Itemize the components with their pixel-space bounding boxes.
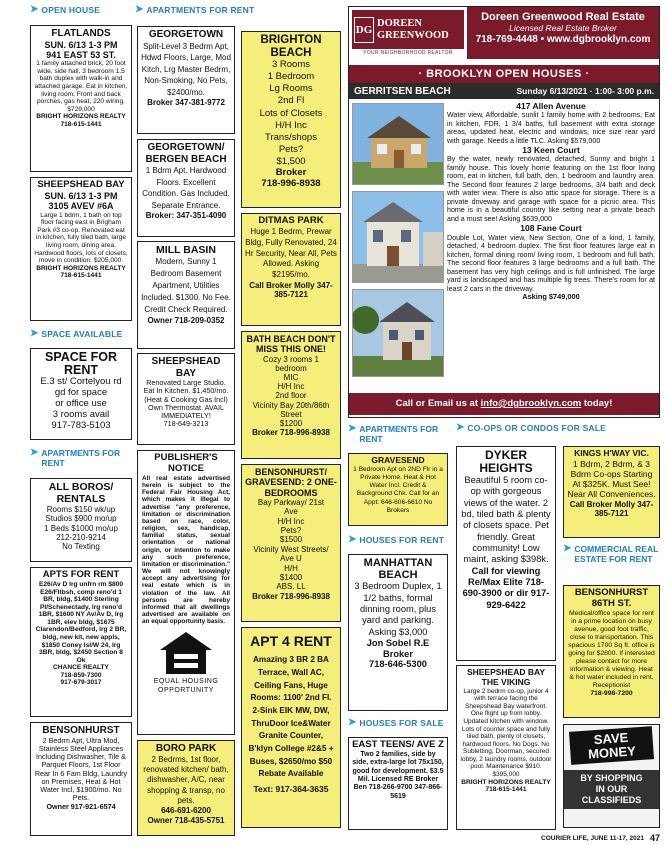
bensonhurst-gravesend-ad: BENSONHURST/ GRAVESEND: 2 ONE-BEDROOMS Bay Parkway/ 21st Ave H/H Inc Pets? $1500 Vicinity West Streets/ Ave U H/H $1400 ABS. LL Broker 718-996-8938: [241, 464, 341, 622]
page-number: 47: [649, 833, 660, 843]
gravesend-ad: GRAVESEND 1 Bedroom Apt on 2ND Flr in a Private Home. Heat & Hot Water Incl. Credit & Background Chk. Call for an Appt: 646-606-6610 No Brokers: [348, 453, 448, 526]
doreen-greenwood-logo: DG DOREEN GREENWOOD YOUR NEIGHBORHOOD REALTOR: [349, 7, 467, 59]
sheepshead-bay-open-house-ad: SHEEPSHEAD BAY SUN. 6/13 1-3 PM 3105 AVEV #6A Large 1 bdrm, 1 bath on top floor facing east in Brigham Park #3 co-op. Renovated eat in kitchen, fully tiled bath, large living room, dining area. Hardwood floors, lots of closets, move in condition. $205,000. BRIGHT HORIZONS REALTY 718-615-1441: [30, 177, 132, 321]
header-apartments-for-rent: ➤ APARTMENTS FOR RENT: [135, 4, 255, 15]
arrow-icon: ➤: [135, 4, 144, 15]
arrow-icon: ➤: [30, 328, 39, 339]
apt-4-rent-ad: APT 4 RENT Amazing 3 BR 2 BA Terrace, Wall AC, Ceiling Fans, Huge Rooms: 1100' 2nd Fl. 2-Sink EIK MW, DW, ThruDoor Ice&Water Granite Counter, B'klyn College #2&5 + Buses, $2650/mo $50 Rebate Available Text: 917-364-3635: [241, 627, 341, 828]
house-photo-allen-ave: [352, 103, 444, 185]
header-space-available: ➤ SPACE AVAILABLE: [30, 328, 123, 339]
header-houses-for-rent: ➤ HOUSES FOR RENT: [348, 534, 445, 545]
header-commercial: ➤ COMMERCIAL REAL ESTATE FOR RENT: [563, 543, 659, 564]
arrow-icon: ➤: [30, 4, 39, 15]
east-teens-ave-z-ad: EAST TEENS/ AVE Z Two 2 families, side by side, extra-large lot 75x150, good for development. $3.5 Mil. Licensed RE Broker Ben 718-266-9700 347-866-5619: [348, 737, 448, 830]
boro-park-ad: BORO PARK 2 Bedrms, 1st floor, renovated kitchen/ bath, dishwasher, A/C, near shopping & transp, no pets. 646-691-6200 Owner 718-435-5751: [137, 740, 235, 836]
georgetown-bergen-beach-ad: GEORGETOWN/ BERGEN BEACH 1 Bdrm Apt. Hardwood Floors. Excellent Condition. Gas Included. Separate Entrance. Broker: 347-351-4090: [137, 139, 235, 237]
all-boros-rentals-ad: ALL BOROS/ RENTALS Rooms $150 wk/up Studios $900 mo/up 1 Beds $1000 mo/up 212-210-9214 No Texting: [30, 478, 132, 562]
bensonhurst-86th-ad: BENSONHURST 86TH ST. Medical/office space for rent in a prime location on busy avenue, good foot traffic, close to transportation. This spacious 1700 Sq ft. office is going for $2800. If interested please contact for more information & viewing. Heat & hot water included in rent. Receptionist 718-998-7200: [563, 585, 660, 718]
house-photo-fane-court: [352, 289, 444, 377]
arrow-icon: ➤: [348, 534, 357, 545]
arrow-icon: ➤: [30, 447, 39, 458]
mill-basin-ad: MILL BASIN Modern, Sunny 1 Bedroom Basement Apartment, Utilities Included. $1300. No Fee. Credit Check Required. Owner 718-209-0352: [137, 241, 235, 349]
bath-beach-ad: BATH BEACH DON'T MISS THIS ONE! Cozy 3 rooms 1 bedroom MIC H/H Inc 2nd floor Vicinity Bay 20th/86th Street $1200 Broker 718-996-8938: [241, 331, 341, 459]
dyker-heights-ad: DYKER HEIGHTS Beautiful 5 room co-op with gorgeous views of the water. 2 bd, tiled bath & plenty of closets space. Pet friendly. Great community! Low maint, asking $398k. Call for viewing Re/Max Elite 718-690-3900 or dir 917-929-6422: [456, 446, 556, 661]
area-date-bar: GERRITSEN BEACH Sunday 6/13/2021 · 1:00- 3:00 p.m.: [349, 83, 659, 99]
house-photo-keen-court: [352, 191, 444, 283]
manhattan-beach-ad: MANHATTAN BEACH 3 Bedroom Duplex, 1 1/2 baths, formal dinning room, plus yard and parking. Asking $3,000 Jon Sobel R.E Broker 718-646-5300: [348, 554, 448, 711]
arrow-icon: ➤: [348, 717, 357, 728]
brooklyn-open-houses-banner: · BROOKLYN OPEN HOUSES ·: [349, 65, 659, 83]
publishers-notice: PUBLISHER'S NOTICE All real estate advertised herein is subject to the Federal Fair Housing Act, which makes it illegal to advertise "any preference, limitation or discrimination based on race, color, religion, sex, handicap, familial status, sexual orientation or national origin, or intention to make any such preference, limitation or discrimination." We will not knowingly accept any advertising for real estate which is in violation of the law. All persons are hereby informed that all dwellings advertised are available on an equal opportunity basis. EQUAL HOUSING OPPORTUNITY: [137, 450, 235, 735]
arrow-icon: ➤: [348, 423, 357, 434]
header-open-house: ➤ OPEN HOUSE: [30, 4, 101, 15]
sheepshead-bay-studio-ad: SHEEPSHEAD BAY Renovated Large Studio. Eat In Kitchen. $1,450/mo. (Heat & Cooking Gas Incl) Own Thermostat. AVAIL IMMEDIATELY! 718-649-3213: [137, 353, 235, 445]
space-for-rent-ad: SPACE FOR RENT E.3 st/ Cortelyou rd gd for space or office use 3 rooms avail 917-783-5103: [30, 348, 132, 440]
bensonhurst-rent-ad: BENSONHURST 2 Bedrm Apt, Ultra Mod, Stainless Steel Appliances Including Dishwasher, Tile & Parquet Floors, 1st Floor Rear In 6 Fam Bldg, Laundry on Premises, Heat & Hot Water Incl, $1900/mo. No Pets. Owner 917-921-6574: [30, 722, 132, 836]
header-apartments-for-rent-left: ➤ APARTMENTS FOR RENT: [30, 447, 121, 468]
header-coops-condos: ➤ CO-OPS OR CONDOS FOR SALE: [456, 422, 607, 433]
brighton-beach-ad: BRIGHTON BEACH 3 Rooms 1 Bedroom Lg Rooms 2nd Fl Lots of Closets H/H Inc Trans/shops Pets? $1,500 Broker 718-996-8938: [241, 31, 341, 208]
doreen-greenwood-ad: DG DOREEN GREENWOOD YOUR NEIGHBORHOOD REALTOR Doreen Greenwood Real Estate Licensed Real Estate Broker 718-769-4448 • www.dgbrooklyn.com · BROOKLYN OPEN HOUSES · GERRITSEN BEACH Sunday 6/13/2021 · 1:00- 3:00 p.m. 417 Allen Avenue Water view, Affordable, sunlit 1 family home with 2 bedrooms, Eat in kitchen, FDR, 1 3/4 baths, full basement with extra storage areas, updated heat, electric and windows, nice size rear yard with garage. Needs a little TLC. Asking $579,000 13 Keen Court By the water, newly renovated, detached, Sunny and bright 1 family house. This lovely home featuring on the 1st floor living room, eat in kitchen, full bath, den, 1 bedroom and laundry area. The Second floor features 2 large bedrooms, 3/4 bath and deck with water view. There is also attic space for storage. There is a private driveway and garage with space for a picnic area. This home is in a beautiful country like setting near a private beach and a must see! Asking $639,000 108 Fane Court Double Lot, Water view, New Section, One of a kind, 1 family, detached, 4 bedroom duplex. The first floor features large eat in kitchen, formal dining room/ living room, 1 bedroom and full bath. The second floor features 3 large bedrooms and a full bath. The basement has very high ceilings and is full unfinished. The large yard is landscaped and has multiple fig trees. There's room for at least 2 cars in the driveway. Asking $749,000 Call or Email us at info@dgbrooklyn.com today!: [348, 6, 660, 418]
header-apartments-for-rent-mid: ➤ APARTMENTS FOR RENT: [348, 423, 439, 444]
equal-housing-icon: [158, 630, 214, 676]
apts-for-rent-ad: APTS FOR RENT E26/Av D lrg unfrn rm $800 E26/Fltbsh, comp reno'd 1 BR, bldg, $1400 Sterling Pl/Schenectady, lrg reno'd 1BR, $1600 NY Av/Av D, lrg 1BR, elev bldg, $1675 Clarendon/Bedford, lrg 2 BR, bldg, new kit, new appls, $1850 Coney Isl/W 24, lrg 3BR, bldg, $2450 Section 8 Ok CHANCE REALTY 718-859-7300 917-679-3017: [30, 567, 132, 717]
email-link[interactable]: info@dgbrooklyn.com: [480, 398, 582, 409]
header-houses-for-sale: ➤ HOUSES FOR SALE: [348, 717, 444, 728]
sheepshead-bay-viking-ad: SHEEPSHEAD BAY THE VIKING Large 2 bedrm co-op, junior 4 with terrace facing the Sheepshead Bay waterfront. One flight up from lobby. Updated kitchen with window. Lots of counter space and fully tiled bath, plenty of closets, hardwood floors. No Dogs. No Subletting, Doorman, secured lobby, 2 laundry rooms, outdoor pool. Maintenance $910. $395,000 BRIGHT HORIZONS REALTY 718-615-1441: [456, 665, 556, 830]
arrow-icon: ➤: [563, 543, 572, 554]
ditmas-park-ad: DITMAS PARK Huge 1 Bedrm, Prewar Bldg, Fully Renovated, 24 Hr Security, Near All, Pets Allowed. Asking $2195/mo. Call Broker Molly 347-385-7121: [241, 213, 341, 326]
kings-hway-ad: KINGS H'WAY VIC. 1 Bdrm, 2 Bdrm, & 3 Bdrm Co-ops Starting At $325K. Must See! Near All Conveniences. Call Broker Molly 347-385-7121: [563, 446, 660, 538]
dg-monogram-icon: DG: [354, 17, 374, 43]
arrow-icon: ➤: [456, 422, 465, 433]
georgetown-rent-ad: GEORGETOWN Split-Level 3 Bedrm Apt, Hdwd Floors, Large, Mod Kitch, Lrg Master Bedrm, Non-Smoking, No Pets, $2400/mo. Broker 347-381-9772: [137, 26, 235, 134]
flatlands-open-house-ad: FLATLANDS SUN. 6/13 1-3 PM 941 EAST 53 ST. 1 family attached brick, 20 foot wide, side hall, 3 bedroom 1.5 bath duplex with walk-in and attached garage. Eat in kitchen, living room. Front and back porches, gas heat, 220 wiring. $729,000 BRIGHT HORIZONS REALTY 718-615-1441: [30, 25, 132, 172]
page-footer: COURIER LIFE, JUNE 11-17, 2021 47: [541, 833, 660, 843]
save-money-promo: SAVE MONEY BY SHOPPING IN OUR CLASSIFIEDS: [563, 724, 660, 828]
contact-footer: Call or Email us at info@dgbrooklyn.com today!: [349, 393, 659, 415]
